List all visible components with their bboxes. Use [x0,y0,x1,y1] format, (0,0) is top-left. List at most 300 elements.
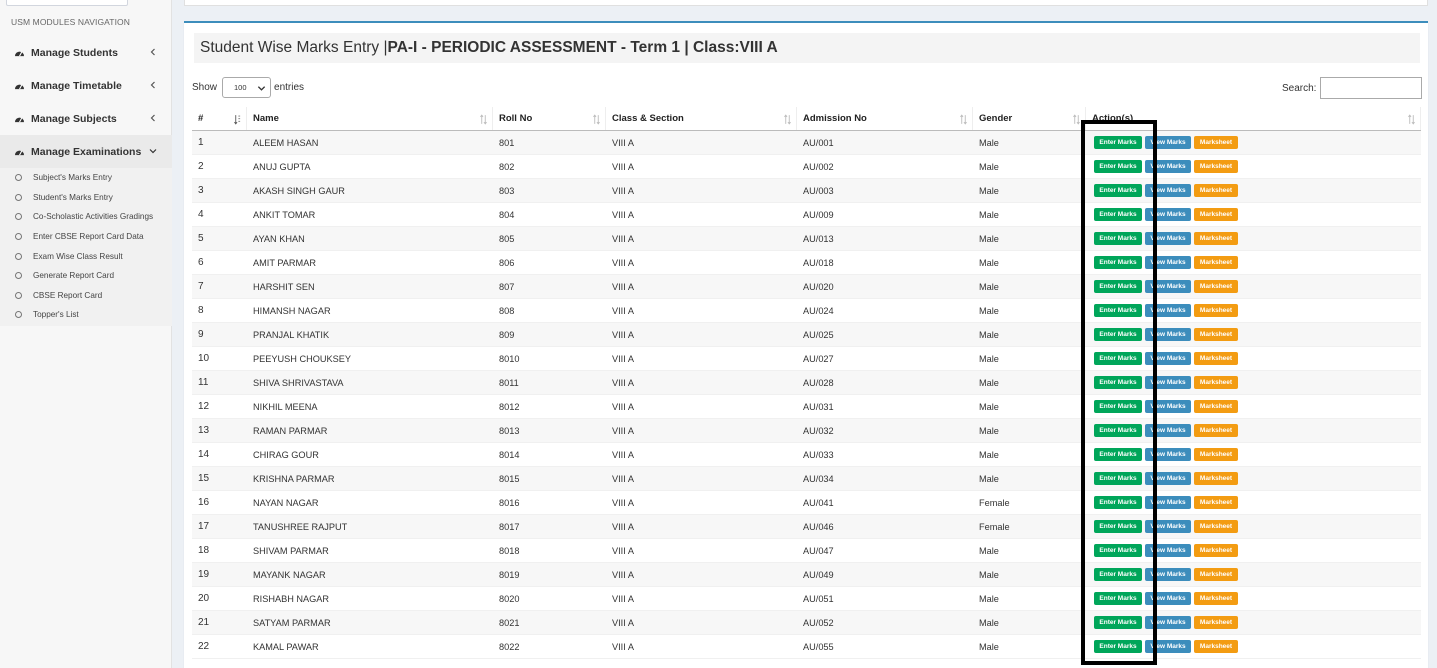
marksheet-button[interactable]: Marksheet [1194,400,1238,413]
col-gender-cell: Male [979,569,999,580]
page-title-prefix: Student Wise Marks Entry | [200,39,388,56]
enter-marks-button[interactable]: Enter Marks [1094,616,1142,629]
col-actions-cell [1086,587,1421,610]
col-actions-cell [1086,467,1421,490]
column-label: # [198,113,204,124]
col-admission-no-cell: AU/027 [803,353,834,364]
circle-icon [15,311,22,318]
col-class-section-cell: VIII A [612,329,634,340]
show-entries-control [192,77,304,98]
col-gender-cell: Male [979,257,999,268]
enter-marks-button[interactable]: Enter Marks [1094,448,1142,461]
table-row [192,539,1421,563]
table-row [192,275,1421,299]
col-class-section-cell: VIII A [612,305,634,316]
marksheet-button[interactable]: Marksheet [1194,304,1238,317]
enter-marks-button[interactable]: Enter Marks [1094,232,1142,245]
col-class-section-cell: VIII A [612,209,634,220]
table-row [192,419,1421,443]
enter-marks-button[interactable]: Enter Marks [1094,520,1142,533]
table-body [192,131,1421,659]
col-roll-no-cell: 8015 [499,473,520,484]
col-roll-no-cell: 809 [499,329,515,340]
col-admission-no-cell: AU/033 [803,449,834,460]
col-gender-cell: Male [979,425,999,436]
col-admission-no-cell: AU/003 [803,185,834,196]
marksheet-button[interactable]: Marksheet [1194,568,1238,581]
sidebar-item-manage-examinations[interactable] [0,135,172,168]
table-row [192,203,1421,227]
page-title-assessment: PA-I - PERIODIC ASSESSMENT - Term 1 | Class:VIII A [387,39,778,56]
chevron-down-icon [257,84,266,93]
sort-ascending-icon [234,114,241,125]
col-roll-no-cell: 804 [499,209,515,220]
col-name-cell: HIMANSH NAGAR [253,305,331,316]
col-actions-cell [1086,539,1421,562]
col-roll-no-cell: 8013 [499,425,520,436]
col-actions-cell [1086,227,1421,250]
col-name-cell: HARSHIT SEN [253,281,315,292]
col-gender-cell: Male [979,281,999,292]
col-class-section-cell: VIII A [612,185,634,196]
marksheet-button[interactable]: Marksheet [1194,616,1238,629]
col-index-cell: 9 [198,329,204,340]
enter-marks-button[interactable]: Enter Marks [1094,160,1142,173]
view-marks-button[interactable]: View Marks [1145,400,1191,413]
view-marks-button[interactable]: View Marks [1145,328,1191,341]
table-row [192,299,1421,323]
submenu-item[interactable] [0,188,172,208]
col-admission-no-cell: AU/052 [803,617,834,628]
marksheet-button[interactable]: Marksheet [1194,280,1238,293]
marksheet-button[interactable]: Marksheet [1194,520,1238,533]
col-class-section-header[interactable] [606,107,797,130]
col-roll-no-cell: 8010 [499,353,520,364]
col-admission-no-cell: AU/032 [803,425,834,436]
submenu-item-label: Subject's Marks Entry [33,173,112,183]
col-roll-no-cell: 805 [499,233,515,244]
col-gender-cell: Male [979,305,999,316]
submenu-item-label: CBSE Report Card [33,290,103,300]
circle-icon [15,174,22,181]
col-name-cell: SHIVA SHRIVASTAVA [253,377,344,388]
sort-icon [1408,114,1415,125]
view-marks-button[interactable]: View Marks [1145,616,1191,629]
col-class-section-cell: VIII A [612,473,634,484]
col-gender-cell: Female [979,521,1010,532]
col-class-section-cell: VIII A [612,401,634,412]
previous-box [184,0,1428,6]
col-class-section-cell: VIII A [612,593,634,604]
table-row [192,515,1421,539]
col-roll-no-cell: 807 [499,281,515,292]
view-marks-button[interactable]: View Marks [1145,136,1191,149]
col-class-section-cell: VIII A [612,425,634,436]
view-marks-button[interactable]: View Marks [1145,256,1191,269]
enter-marks-button[interactable]: Enter Marks [1094,592,1142,605]
chevron-left-icon [148,113,158,123]
view-marks-button[interactable]: View Marks [1145,544,1191,557]
enter-marks-button[interactable]: Enter Marks [1094,208,1142,221]
col-name-cell: KAMAL PAWAR [253,641,319,652]
col-admission-no-cell: AU/024 [803,305,834,316]
col-roll-no-cell: 806 [499,257,515,268]
chevron-left-icon [148,80,158,90]
col-actions-cell [1086,371,1421,394]
page-title [194,33,1420,63]
sort-icon [784,114,791,125]
submenu-item[interactable] [0,286,172,306]
submenu-item[interactable] [0,207,172,227]
col-admission-no-cell: AU/034 [803,473,834,484]
sidebar-item-label: Manage Students [31,46,118,59]
col-admission-no-cell: AU/049 [803,569,834,580]
col-admission-no-cell: AU/018 [803,257,834,268]
col-index-header[interactable] [192,107,247,130]
submenu-item[interactable] [0,266,172,286]
col-admission-no-cell: AU/002 [803,161,834,172]
col-gender-cell: Male [979,329,999,340]
col-admission-no-cell: AU/047 [803,545,834,556]
col-index-cell: 3 [198,185,204,196]
marksheet-button[interactable]: Marksheet [1194,472,1238,485]
circle-icon [15,194,22,201]
col-admission-no-cell: AU/051 [803,593,834,604]
view-marks-button[interactable]: View Marks [1145,160,1191,173]
entries-select-value: 100 [234,83,247,92]
col-admission-no-cell: AU/028 [803,377,834,388]
enter-marks-button[interactable]: Enter Marks [1094,256,1142,269]
sidebar-item-label: Manage Examinations [31,145,142,158]
table-row [192,611,1421,635]
col-class-section-cell: VIII A [612,137,634,148]
col-index-cell: 11 [198,377,209,388]
col-roll-no-header[interactable] [493,107,606,130]
col-gender-cell: Female [979,497,1010,508]
view-marks-button[interactable]: View Marks [1145,520,1191,533]
table-row [192,323,1421,347]
sidebar-item-manage-subjects[interactable] [0,102,172,135]
circle-icon [15,292,22,299]
table-row [192,395,1421,419]
entries-label: entries [274,82,305,93]
search-label: Search: [1282,82,1317,94]
view-marks-button[interactable]: View Marks [1145,352,1191,365]
col-index-cell: 18 [198,545,210,556]
col-actions-cell [1086,131,1421,154]
marksheet-button[interactable]: Marksheet [1194,136,1238,149]
col-admission-no-cell: AU/013 [803,233,834,244]
enter-marks-button[interactable]: Enter Marks [1094,328,1142,341]
col-actions-header[interactable] [1086,107,1421,130]
col-gender-cell: Male [979,617,999,628]
col-admission-no-cell: AU/055 [803,641,834,652]
col-gender-cell: Male [979,161,999,172]
col-actions-cell [1086,515,1421,538]
col-name-cell: ANUJ GUPTA [253,161,311,172]
col-gender-cell: Male [979,473,999,484]
view-marks-button[interactable]: View Marks [1145,232,1191,245]
chevron-left-icon [148,47,158,57]
col-index-cell: 13 [198,425,210,436]
col-index-cell: 21 [198,617,210,628]
col-name-cell: NAYAN NAGAR [253,497,319,508]
col-actions-cell [1086,179,1421,202]
col-name-cell: KRISHNA PARMAR [253,473,335,484]
col-index-cell: 5 [198,233,204,244]
enter-marks-button[interactable]: Enter Marks [1094,184,1142,197]
col-index-cell: 6 [198,257,204,268]
marksheet-button[interactable]: Marksheet [1194,232,1238,245]
table-row [192,131,1421,155]
table-row [192,467,1421,491]
col-gender-cell: Male [979,641,999,652]
view-marks-button[interactable]: View Marks [1145,592,1191,605]
col-roll-no-cell: 8021 [499,617,520,628]
marksheet-button[interactable]: Marksheet [1194,328,1238,341]
view-marks-button[interactable]: View Marks [1145,280,1191,293]
col-roll-no-cell: 8014 [499,449,520,460]
sidebar-item-manage-timetable[interactable] [0,69,172,102]
view-marks-button[interactable]: View Marks [1145,496,1191,509]
marksheet-button[interactable]: Marksheet [1194,184,1238,197]
col-actions-cell [1086,395,1421,418]
col-class-section-cell: VIII A [612,281,634,292]
enter-marks-button[interactable]: Enter Marks [1094,136,1142,149]
entries-select[interactable] [222,77,271,98]
col-index-cell: 19 [198,569,210,580]
col-roll-no-cell: 802 [499,161,515,172]
enter-marks-button[interactable]: Enter Marks [1094,280,1142,293]
enter-marks-button[interactable]: Enter Marks [1094,496,1142,509]
col-class-section-cell: VIII A [612,233,634,244]
col-admission-no-cell: AU/025 [803,329,834,340]
col-index-cell: 7 [198,281,204,292]
table-row [192,227,1421,251]
view-marks-button[interactable]: View Marks [1145,640,1191,653]
col-admission-no-cell: AU/020 [803,281,834,292]
col-name-cell: TANUSHREE RAJPUT [253,521,348,532]
sort-icon [1073,114,1080,125]
col-name-cell: AMIT PARMAR [253,257,316,268]
sidebar-item-manage-students[interactable] [0,36,172,69]
col-gender-cell: Male [979,137,999,148]
col-name-cell: SHIVAM PARMAR [253,545,329,556]
col-roll-no-cell: 8019 [499,569,520,580]
col-admission-no-header[interactable] [797,107,973,130]
col-name-cell: AYAN KHAN [253,233,305,244]
col-name-cell: AKASH SINGH GAUR [253,185,345,196]
col-name-cell: CHIRAG GOUR [253,449,319,460]
col-gender-cell: Male [979,449,999,460]
col-class-section-cell: VIII A [612,449,634,460]
view-marks-button[interactable]: View Marks [1145,424,1191,437]
students-table [192,107,1421,659]
marksheet-button[interactable]: Marksheet [1194,256,1238,269]
col-name-cell: MAYANK NAGAR [253,569,326,580]
col-class-section-cell: VIII A [612,545,634,556]
col-admission-no-cell: AU/041 [803,497,834,508]
col-actions-cell [1086,347,1421,370]
marksheet-button[interactable]: Marksheet [1194,376,1238,389]
col-actions-cell [1086,443,1421,466]
col-class-section-cell: VIII A [612,161,634,172]
marksheet-button[interactable]: Marksheet [1194,544,1238,557]
circle-icon [15,213,22,220]
col-index-cell: 1 [198,137,204,148]
submenu-item[interactable] [0,227,172,247]
col-actions-cell [1086,155,1421,178]
col-name-cell: RAMAN PARMAR [253,425,328,436]
col-roll-no-cell: 808 [499,305,515,316]
enter-marks-button[interactable]: Enter Marks [1094,640,1142,653]
circle-icon [15,272,22,279]
col-actions-cell [1086,203,1421,226]
col-actions-cell [1086,635,1421,658]
col-name-cell: PEEYUSH CHOUKSEY [253,353,352,364]
col-class-section-cell: VIII A [612,353,634,364]
circle-icon [15,253,22,260]
col-name-cell: PRANJAL KHATIK [253,329,330,340]
col-class-section-cell: VIII A [612,497,634,508]
dashboard-icon [14,48,25,57]
view-marks-button[interactable]: View Marks [1145,376,1191,389]
enter-marks-button[interactable]: Enter Marks [1094,352,1142,365]
view-marks-button[interactable]: View Marks [1145,568,1191,581]
col-gender-cell: Male [979,593,999,604]
submenu-item[interactable] [0,246,172,266]
col-actions-cell [1086,323,1421,346]
col-name-cell: ALEEM HASAN [253,137,319,148]
col-name-cell: NIKHIL MEENA [253,401,318,412]
table-row [192,179,1421,203]
submenu-item-label: Co-Scholastic Activities Gradings [33,212,154,222]
sidebar-search-input[interactable] [6,0,128,6]
chevron-down-icon [148,146,158,156]
nav-header: USM MODULES NAVIGATION [11,17,131,27]
col-gender-header[interactable] [973,107,1086,130]
dashboard-icon [14,81,25,90]
submenu-item[interactable] [0,168,172,188]
col-index-cell: 17 [198,521,210,532]
col-class-section-cell: VIII A [612,257,634,268]
col-gender-cell: Male [979,209,999,220]
marksheet-button[interactable]: Marksheet [1194,424,1238,437]
enter-marks-button[interactable]: Enter Marks [1094,472,1142,485]
column-label: Action(s) [1092,113,1134,124]
submenu-item-label: Enter CBSE Report Card Data [33,232,144,242]
col-gender-cell: Male [979,185,999,196]
col-actions-cell [1086,563,1421,586]
sort-icon [960,114,967,125]
dashboard-icon [14,147,25,156]
search-input[interactable] [1320,77,1422,99]
view-marks-button[interactable]: View Marks [1145,448,1191,461]
marksheet-button[interactable]: Marksheet [1194,352,1238,365]
marksheet-button[interactable]: Marksheet [1194,448,1238,461]
enter-marks-button[interactable]: Enter Marks [1094,376,1142,389]
enter-marks-button[interactable]: Enter Marks [1094,400,1142,413]
col-gender-cell: Male [979,377,999,388]
enter-marks-button[interactable]: Enter Marks [1094,544,1142,557]
table-header [192,107,1421,131]
view-marks-button[interactable]: View Marks [1145,472,1191,485]
enter-marks-button[interactable]: Enter Marks [1094,304,1142,317]
table-row [192,443,1421,467]
marksheet-button[interactable]: Marksheet [1194,592,1238,605]
col-index-cell: 12 [198,401,210,412]
marksheet-button[interactable]: Marksheet [1194,640,1238,653]
col-index-cell: 10 [198,353,210,364]
column-label: Name [253,113,279,124]
dashboard-icon [14,114,25,123]
view-marks-button[interactable]: View Marks [1145,184,1191,197]
sidebar-item-label: Manage Timetable [31,79,122,92]
view-marks-button[interactable]: View Marks [1145,208,1191,221]
table-row [192,371,1421,395]
sidebar-item-label: Manage Subjects [31,112,117,125]
col-actions-cell [1086,491,1421,514]
marksheet-button[interactable]: Marksheet [1194,496,1238,509]
col-roll-no-cell: 8018 [499,545,520,556]
view-marks-button[interactable]: View Marks [1145,304,1191,317]
submenu-item-label: Topper's List [33,310,79,320]
submenu-item-label: Student's Marks Entry [33,192,113,202]
col-class-section-cell: VIII A [612,641,634,652]
col-name-header[interactable] [247,107,493,130]
col-roll-no-cell: 8011 [499,377,519,388]
sort-icon [593,114,600,125]
marksheet-button[interactable]: Marksheet [1194,208,1238,221]
col-index-cell: 16 [198,497,210,508]
col-gender-cell: Male [979,233,999,244]
col-roll-no-cell: 801 [499,137,515,148]
col-actions-cell [1086,299,1421,322]
col-roll-no-cell: 8012 [499,401,520,412]
table-search [1282,77,1422,99]
enter-marks-button[interactable]: Enter Marks [1094,568,1142,581]
col-actions-cell [1086,611,1421,634]
column-label: Class & Section [612,113,684,124]
col-index-cell: 14 [198,449,210,460]
col-roll-no-cell: 8022 [499,641,520,652]
col-index-cell: 2 [198,161,204,172]
enter-marks-button[interactable]: Enter Marks [1094,424,1142,437]
col-index-cell: 22 [198,641,210,652]
sort-icon [480,114,487,125]
submenu-item-label: Generate Report Card [33,271,115,281]
col-gender-cell: Male [979,353,999,364]
col-admission-no-cell: AU/046 [803,521,834,532]
show-label: Show [192,82,218,93]
col-admission-no-cell: AU/001 [803,137,834,148]
table-row [192,635,1421,659]
table-row [192,563,1421,587]
col-class-section-cell: VIII A [612,521,634,532]
column-label: Admission No [803,113,867,124]
submenu-item[interactable] [0,305,172,325]
table-row [192,251,1421,275]
table-row [192,587,1421,611]
submenu-item-label: Exam Wise Class Result [33,251,123,261]
col-actions-cell [1086,251,1421,274]
col-roll-no-cell: 8020 [499,593,520,604]
col-name-cell: ANKIT TOMAR [253,209,316,220]
col-roll-no-cell: 8017 [499,521,520,532]
col-admission-no-cell: AU/031 [803,401,834,412]
col-index-cell: 20 [198,593,210,604]
marksheet-button[interactable]: Marksheet [1194,160,1238,173]
